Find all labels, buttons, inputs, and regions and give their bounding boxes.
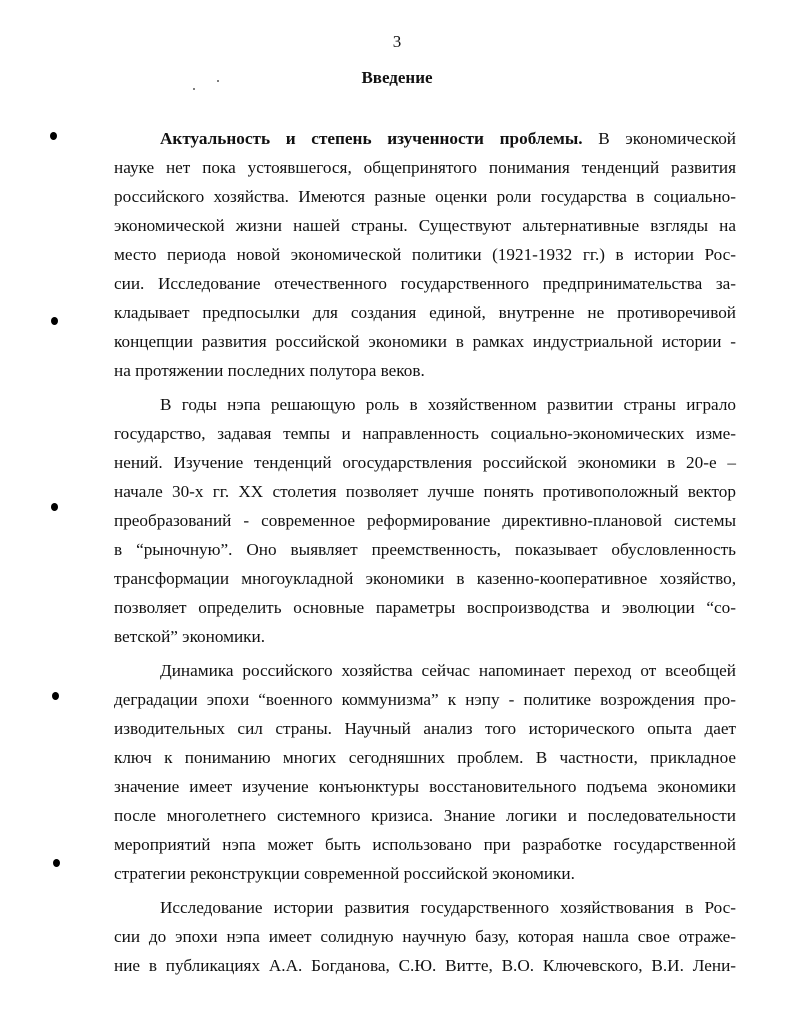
text-line: Динамика российского хозяйства сейчас напоминает переход от всеобщей (160, 661, 736, 680)
body-text (114, 124, 736, 980)
paragraph-3 (114, 656, 736, 888)
margin-mark (50, 132, 57, 140)
text-line: мероприятий нэпа может быть использовано при разработке государственной (114, 835, 736, 854)
page-number: 3 (392, 32, 402, 51)
text-line: трансформации многоукладной экономики в казенно-кооперативное хозяйство, (114, 569, 736, 588)
scan-speck (217, 80, 219, 82)
text-line: ключ к пониманию многих сегодняшних проблем. В частности, прикладное (114, 748, 736, 767)
margin-mark (51, 503, 58, 511)
text-line: место периода новой экономической политики (1921-1932 гг.) в истории Рос- (114, 245, 736, 264)
text-line: экономической жизни нашей страны. Существуют альтернативные взгляды на (114, 216, 736, 235)
text-line: кладывает предпосылки для создания единой, внутренне не противоречивой (114, 303, 736, 322)
text-line: начале 30-х гг. XX столетия позволяет лучше понять противоположный вектор (114, 482, 736, 501)
text-line: в “рыночную”. Оно выявляет преемственность, показывает обусловленность (114, 540, 736, 559)
text-line: Исследование истории развития государственного хозяйствования в Рос- (160, 898, 736, 917)
margin-mark (52, 692, 59, 700)
text-line: сии до эпохи нэпа имеет солидную научную базу, которая нашла свое отраже- (114, 927, 736, 946)
margin-mark (51, 317, 58, 325)
text-line: стратегии реконструкции современной российской экономики. (114, 864, 575, 883)
text-line: значение имеет изучение конъюнктуры восстановительного подъема экономики (114, 777, 736, 796)
lead-heading: Актуальность и степень изученности проблемы. (160, 129, 583, 148)
text-line: В годы нэпа решающую роль в хозяйственном развитии страны играло (160, 395, 736, 414)
text-line: преобразований - современное реформирование директивно-плановой системы (114, 511, 736, 530)
paragraph-2 (114, 390, 736, 651)
text-line: деградации эпохи “военного коммунизма” к нэпу - политике возрождения про- (114, 690, 736, 709)
text-line: науке нет пока устоявшегося, общепринятого понимания тенденций развития (114, 158, 736, 177)
text-line: сии. Исследование отечественного государственного предпринимательства за- (114, 274, 736, 293)
text-line: государство, задавая темпы и направленность социально-экономических изме- (114, 424, 736, 443)
scan-speck (193, 88, 195, 90)
text-line: позволяет определить основные параметры воспроизводства и эволюции “со- (114, 598, 736, 617)
text-line: российского хозяйства. Имеются разные оценки роли государства в социально- (114, 187, 736, 206)
text-line: ние в публикациях А.А. Богданова, С.Ю. Витте, В.О. Ключевского, В.И. Лени- (114, 956, 736, 975)
lead-rest: В экономической (582, 129, 736, 148)
text-line: ветской” экономики. (114, 627, 266, 646)
text-line (114, 124, 736, 153)
paragraph-1 (114, 124, 736, 385)
margin-mark (53, 859, 60, 867)
text-line: изводительных сил страны. Научный анализ того исторического опыта дает (114, 719, 736, 738)
text-line: концепции развития российской экономики в рамках индустриальной истории - (114, 332, 736, 351)
text-line: на протяжении последних полутора веков. (114, 361, 425, 380)
text-line: после многолетнего системного кризиса. Знание логики и последовательности (114, 806, 736, 825)
page-title: Введение (361, 68, 433, 87)
text-line: нений. Изучение тенденций огосударствления российской экономики в 20-е – (114, 453, 736, 472)
paragraph-4 (114, 893, 736, 980)
